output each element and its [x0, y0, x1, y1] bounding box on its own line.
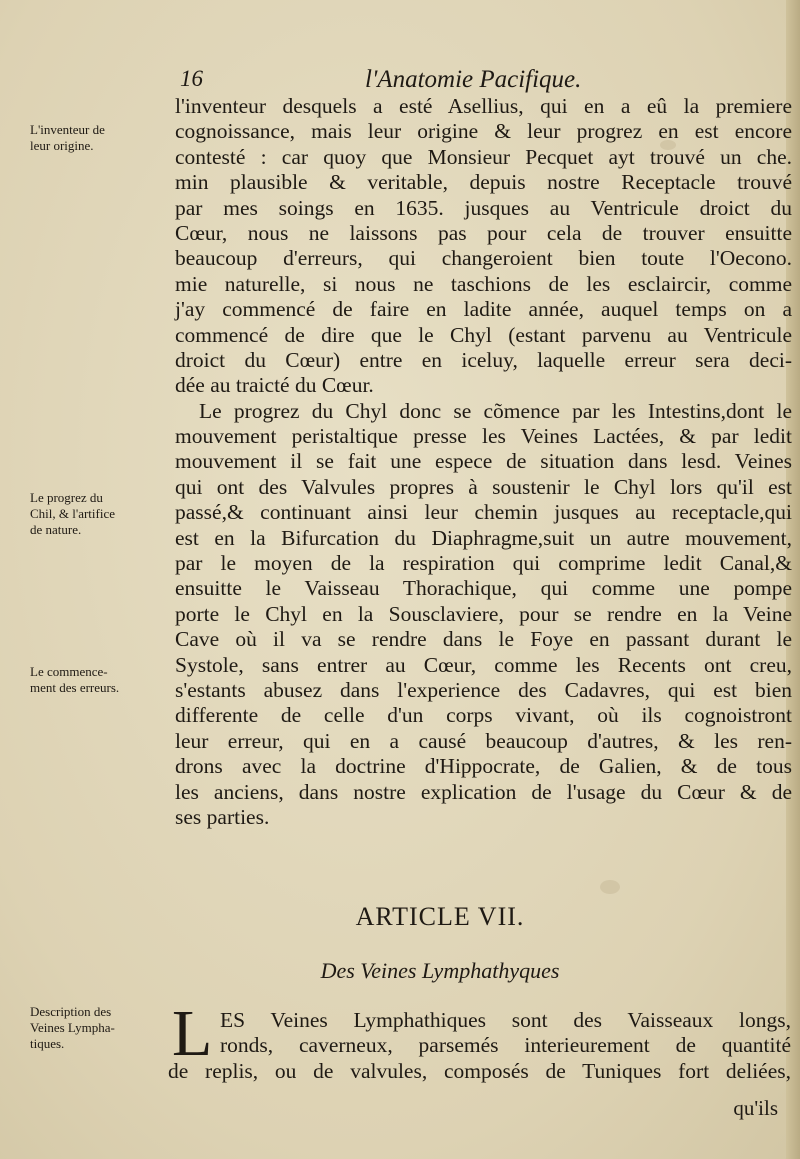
- text-line: contesté : car quoy que Monsieur Pecquet ayt trouvé un che.: [175, 144, 792, 169]
- text-line: s'estants abusez dans l'experience des Cadavres, qui est bien: [175, 677, 792, 702]
- text-line: de replis, ou de valvules, composés de Tuniques fort deliées,: [168, 1058, 791, 1083]
- margin-note-line: de nature.: [30, 522, 82, 537]
- margin-note-line: leur origine.: [30, 138, 94, 153]
- text-line: par le moyen de la respiration qui comprime ledit Canal,&: [175, 551, 792, 576]
- text-line: mouvement peristaltique presse les Veines Lactées, & par ledit: [175, 424, 792, 449]
- text-line: cognoissance, mais leur origine & leur progrez en est encore: [175, 119, 792, 144]
- margin-note-line: Le progrez du: [30, 490, 103, 505]
- text-line: j'ay commencé de faire en ladite année, auquel temps on a: [175, 297, 792, 322]
- margin-note-line: Description des: [30, 1004, 112, 1019]
- text-line: passé,& continuant ainsi leur chemin jusques au receptacle,qui: [175, 500, 792, 525]
- text-line: ronds, caverneux, parsemés interieurement de quantité: [220, 1033, 791, 1058]
- paper-stain: [600, 880, 620, 894]
- text-line: qui ont des Valvules propres à soustenir le Chyl lors qu'il est: [175, 474, 792, 499]
- text-line: leur erreur, qui en a causé beaucoup d'autres, & les ren-: [175, 728, 792, 753]
- text-line: l'inventeur desquels a esté Asellius, qui en a eû la premiere: [175, 94, 792, 118]
- margin-note-line: Chil, & l'artifice: [30, 506, 116, 521]
- text-line: Cœur, nous ne laissons pas pour cela de trouver ensuitte: [175, 220, 792, 245]
- text-line: ses parties.: [175, 804, 270, 829]
- text-line: mouvement il se fait une espece de situation dans lesd. Veines: [175, 449, 792, 474]
- text-line: par mes soings en 1635. jusques au Ventricule droict du: [175, 195, 792, 220]
- text-line: Systole, sans entrer au Cœur, comme les Recents ont creu,: [175, 652, 792, 677]
- text-line: droict du Cœur) entre en iceluy, laquelle erreur sera deci-: [175, 347, 792, 372]
- text-line: min plausible & veritable, depuis nostre Receptacle trouvé: [175, 170, 792, 195]
- page-number: 16: [180, 66, 203, 91]
- text-line: ES Veines Lymphathiques sont des Vaisseaux longs,: [220, 1008, 791, 1032]
- text-line: porte le Chyl en la Sousclaviere, pour se rendre en la Veine: [175, 601, 792, 626]
- text-line: les anciens, dans nostre explication de l'usage du Cœur & de: [175, 779, 792, 804]
- text-line: est en la Bifurcation du Diaphragme,suit un autre mouvement,: [175, 525, 792, 550]
- text-line: commencé de dire que le Chyl (estant parvenu au Ventricule: [175, 322, 792, 347]
- main-text-block: [175, 94, 792, 830]
- text-line: ensuitte le Vaisseau Thorachique, qui comme une pompe: [175, 576, 792, 601]
- section-title: Des Veines Lymphathyques: [320, 958, 560, 983]
- text-line: Cave où il va se rendre dans le Foye en passant durant le: [175, 627, 792, 652]
- margin-note-errors: [30, 664, 170, 696]
- margin-note-inventor: [30, 122, 170, 154]
- margin-note-line: Veines Lympha-: [30, 1020, 115, 1035]
- text-line: drons avec la doctrine d'Hippocrate, de Galien, & de tous: [175, 754, 792, 779]
- drop-cap: L: [172, 997, 213, 1070]
- text-line: differente de celle d'un corps vivant, où ils cognoistront: [175, 703, 792, 728]
- margin-note-line: tiques.: [30, 1036, 65, 1051]
- margin-note-description: [30, 1004, 170, 1052]
- text-line: beaucoup d'erreurs, qui changeroient bien toute l'Oecono.: [175, 246, 792, 271]
- article-text-block: [168, 1008, 791, 1084]
- text-line: Le progrez du Chyl donc se cõmence par les Intestins,dont le: [199, 398, 792, 423]
- catchword: qu'ils: [733, 1096, 778, 1120]
- margin-note-line: ment des erreurs.: [30, 680, 120, 695]
- margin-note-line: Le commence-: [30, 664, 108, 679]
- text-line: dée au traicté du Cœur.: [175, 373, 374, 398]
- text-line: mie naturelle, si nous ne taschions de les esclaircir, comme: [175, 271, 792, 296]
- article-heading: ARTICLE VII.: [355, 902, 525, 931]
- running-title: l'Anatomie Pacifique.: [365, 66, 582, 93]
- margin-note-progress: [30, 490, 170, 538]
- margin-note-line: L'inventeur de: [30, 122, 105, 137]
